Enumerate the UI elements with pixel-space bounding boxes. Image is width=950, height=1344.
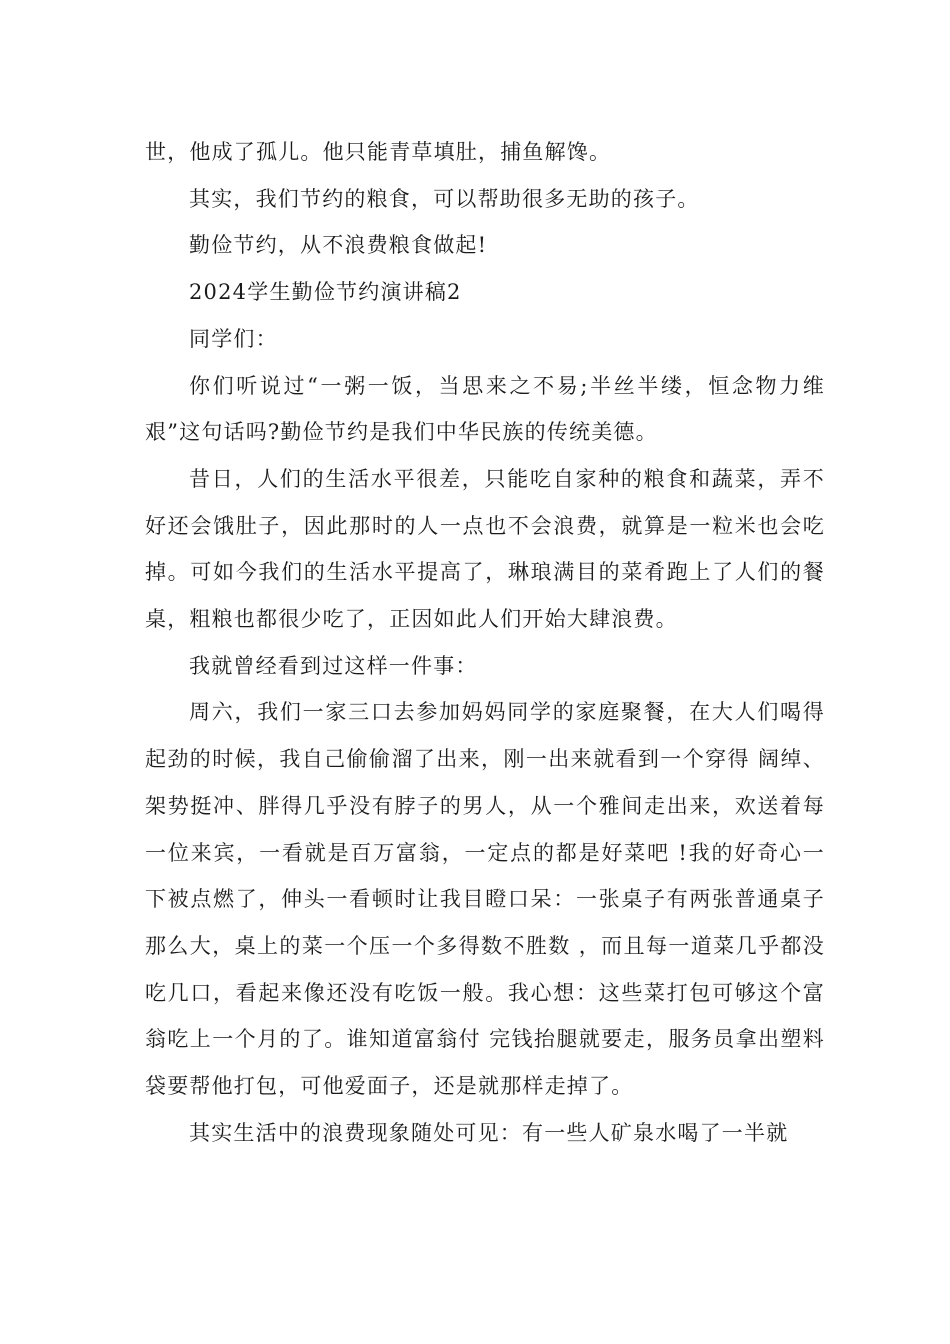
paragraph: 昔日，人们的生活水平很差，只能吃自家种的粮食和蔬菜，弄不好还会饿肚子，因此那时的人一点也不会浪费，就算是一粒米也会吃掉。可如今我们的生活水平提高了，琳琅满目的菜肴跑上了人们的餐桌，粗粮也都很少吃了，正因如此人们开始大肆浪费。 [145,466,825,632]
paragraph-continuation: 世，他成了孤儿。他只能青草填肚，捕鱼解馋。 [145,140,612,164]
paragraph: 你们听说过“一粥一饭，当思来之不易;半丝半缕，恒念物力维艰”这句话吗?勤俭节约是我们中华民族的传统美德。 [145,373,825,445]
paragraph: 我就曾经看到过这样一件事： [189,653,478,678]
document-body [145,129,825,1156]
salutation: 同学们： [189,326,278,351]
paragraph: 其实生活中的浪费现象随处可见：有一些人矿泉水喝了一半就 [189,1120,789,1145]
paragraph: 勤俭节约，从不浪费粮食做起! [189,233,488,258]
paragraph: 周六，我们一家三口去参加妈妈同学的家庭聚餐，在大人们喝得起劲的时候，我自己偷偷溜了出来，刚一出来就看到一个穿得 阔绰、架势挺冲、胖得几乎没有脖子的男人，从一个雅间走出来，欢送着每一位来宾，一看就是百万富翁，一定点的都是好菜吧 !我的好奇心一下被点燃了，伸头一看顿时让我目瞪口呆：一张桌子有两张普通桌子那么大，桌上的菜一个压一个多得数不胜数 ，而且每一道菜几乎都没吃几口，看起来像还没有吃饭一般。我心想：这些菜打包可够这个富翁吃上一个月的了。谁知道富翁付 完钱抬腿就要走，服务员拿出塑料袋要帮他打包，可他爱面子，还是就那样走掉了。 [145,700,825,1099]
paragraph: 其实，我们节约的粮食，可以帮助很多无助的孩子。 [189,186,700,211]
section-heading: 2024学生勤俭节约演讲稿2 [189,280,462,305]
